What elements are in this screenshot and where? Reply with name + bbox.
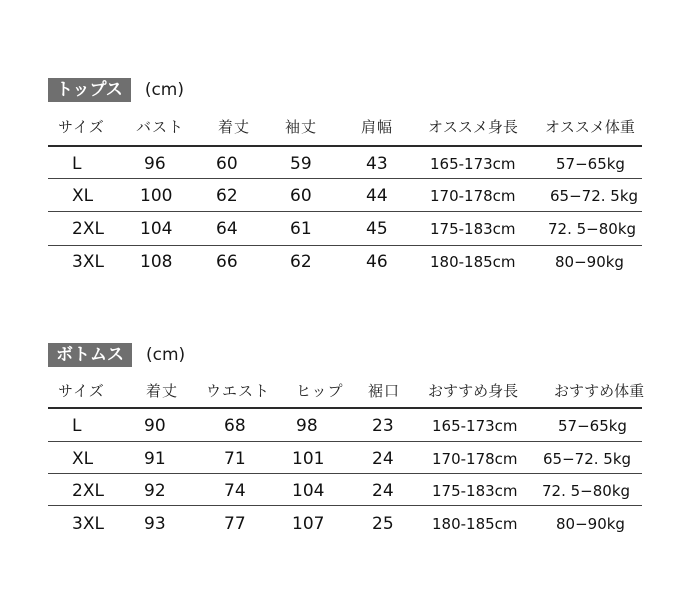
table-row bbox=[48, 213, 648, 245]
sleeve-cell: 61 bbox=[290, 219, 312, 239]
size-cell: 2XL bbox=[72, 219, 104, 239]
length-cell: 90 bbox=[144, 416, 166, 436]
length-cell: 66 bbox=[216, 252, 238, 272]
height-cell: 180-185cm bbox=[430, 253, 516, 271]
weight-cell: 57−65kg bbox=[556, 155, 625, 173]
header-bust: バスト bbox=[136, 118, 185, 136]
weight-cell: 65−72. 5kg bbox=[550, 187, 639, 205]
hip-cell: 104 bbox=[292, 481, 325, 501]
waist-cell: 77 bbox=[224, 514, 246, 534]
row-divider bbox=[48, 473, 642, 474]
waist-cell: 68 bbox=[224, 416, 246, 436]
length-cell: 92 bbox=[144, 481, 166, 501]
length-cell: 64 bbox=[216, 219, 238, 239]
header-waist: ウエスト bbox=[206, 382, 271, 400]
bottoms-unit: (cm) bbox=[146, 345, 186, 365]
table-row bbox=[48, 410, 648, 442]
tops-title-line bbox=[48, 78, 184, 102]
row-divider bbox=[48, 441, 642, 442]
weight-cell: 80−90kg bbox=[555, 253, 624, 271]
table-row bbox=[48, 180, 648, 212]
length-cell: 91 bbox=[144, 449, 166, 469]
size-cell: L bbox=[72, 416, 82, 436]
size-cell: 3XL bbox=[72, 514, 104, 534]
weight-cell: 72. 5−80kg bbox=[542, 482, 631, 500]
waist-cell: 74 bbox=[224, 481, 246, 501]
hem-cell: 25 bbox=[372, 514, 394, 534]
shoulder-cell: 46 bbox=[366, 252, 388, 272]
height-cell: 175-183cm bbox=[430, 220, 516, 238]
hem-cell: 24 bbox=[372, 481, 394, 501]
height-cell: 165-173cm bbox=[430, 155, 516, 173]
height-cell: 170-178cm bbox=[430, 187, 516, 205]
sleeve-cell: 59 bbox=[290, 154, 312, 174]
height-cell: 175-183cm bbox=[432, 482, 518, 500]
hip-cell: 98 bbox=[296, 416, 318, 436]
bottoms-title-line bbox=[48, 343, 185, 367]
waist-cell: 71 bbox=[224, 449, 246, 469]
header-recommended-height: オススメ身長 bbox=[428, 118, 518, 136]
size-cell: XL bbox=[72, 186, 94, 206]
tops-header-row bbox=[48, 111, 648, 143]
bust-cell: 100 bbox=[140, 186, 173, 206]
tops-unit: (cm) bbox=[144, 80, 184, 100]
bottoms-tag: ボトムス bbox=[48, 343, 132, 367]
hip-cell: 101 bbox=[292, 449, 325, 469]
header-size: サイズ bbox=[58, 118, 105, 136]
table-row bbox=[48, 148, 648, 180]
bottoms-header-rule bbox=[48, 407, 642, 409]
header-size: サイズ bbox=[58, 382, 105, 400]
size-cell: L bbox=[72, 154, 82, 174]
weight-cell: 57−65kg bbox=[558, 417, 627, 435]
header-recommended-weight: おすすめ体重 bbox=[554, 382, 645, 400]
hem-cell: 24 bbox=[372, 449, 394, 469]
row-divider bbox=[48, 505, 642, 506]
table-row bbox=[48, 443, 648, 475]
row-divider bbox=[48, 211, 642, 212]
length-cell: 60 bbox=[216, 154, 238, 174]
height-cell: 180-185cm bbox=[432, 515, 518, 533]
header-sleeve: 袖丈 bbox=[285, 118, 318, 136]
shoulder-cell: 45 bbox=[366, 219, 388, 239]
header-recommended-height: おすすめ身長 bbox=[428, 382, 519, 400]
header-recommended-weight: オススメ体重 bbox=[545, 118, 635, 136]
header-length: 着丈 bbox=[146, 382, 179, 400]
sleeve-cell: 60 bbox=[290, 186, 312, 206]
shoulder-cell: 44 bbox=[366, 186, 388, 206]
size-cell: 3XL bbox=[72, 252, 104, 272]
bust-cell: 104 bbox=[140, 219, 173, 239]
header-hip: ヒップ bbox=[296, 382, 344, 400]
table-row bbox=[48, 508, 648, 540]
size-cell: XL bbox=[72, 449, 94, 469]
hip-cell: 107 bbox=[292, 514, 325, 534]
tops-tag: トップス bbox=[48, 78, 131, 102]
bust-cell: 96 bbox=[144, 154, 166, 174]
tops-header-rule bbox=[48, 145, 642, 147]
hem-cell: 23 bbox=[372, 416, 394, 436]
table-row bbox=[48, 246, 648, 278]
table-row bbox=[48, 475, 648, 507]
sleeve-cell: 62 bbox=[290, 252, 312, 272]
height-cell: 170-178cm bbox=[432, 450, 518, 468]
length-cell: 62 bbox=[216, 186, 238, 206]
weight-cell: 80−90kg bbox=[556, 515, 625, 533]
length-cell: 93 bbox=[144, 514, 166, 534]
header-length: 着丈 bbox=[218, 118, 251, 136]
row-divider bbox=[48, 178, 642, 179]
height-cell: 165-173cm bbox=[432, 417, 518, 435]
shoulder-cell: 43 bbox=[366, 154, 388, 174]
size-cell: 2XL bbox=[72, 481, 104, 501]
header-shoulder: 肩幅 bbox=[361, 118, 394, 136]
bottoms-header-row bbox=[48, 375, 648, 407]
weight-cell: 65−72. 5kg bbox=[543, 450, 632, 468]
bust-cell: 108 bbox=[140, 252, 173, 272]
weight-cell: 72. 5−80kg bbox=[548, 220, 637, 238]
header-hem: 裾口 bbox=[368, 382, 401, 400]
